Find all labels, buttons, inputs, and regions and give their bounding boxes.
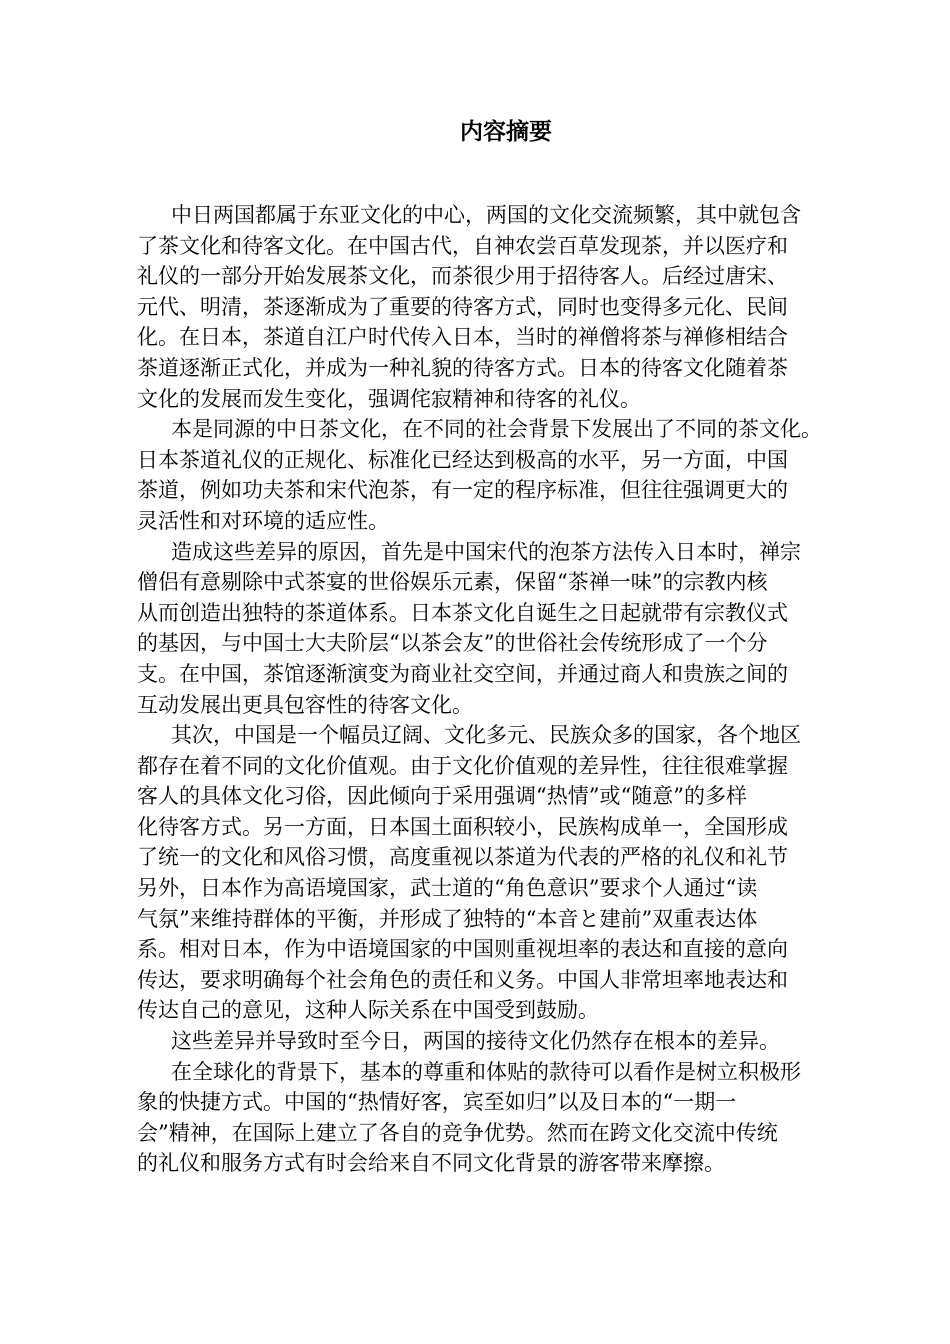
text-line: 客人的具体文化习俗，因此倾向于采用强调“热情”或“随意”的多样 [137,784,747,809]
text-line: 支。在中国，茶馆逐渐演变为商业社交空间，并通过商人和贵族之间的 [137,661,788,686]
text-line: 本是同源的中日茶文化，在不同的社会背景下发展出了不同的茶文化。 [171,417,822,442]
text-line: 僧侣有意剔除中式茶宴的世俗娱乐元素，保留“茶禅一味”的宗教内核 [137,570,768,595]
text-line: 从而创造出独特的茶道体系。日本茶文化自诞生之日起就带有宗教仪式 [137,600,788,625]
text-line: 造成这些差异的原因，首先是中国宋代的泡茶方法传入日本时，禅宗 [171,539,801,564]
text-line: 传达，要求明确每个社会角色的责任和义务。中国人非常坦率地表达和 [137,967,788,992]
text-line: 互动发展出更具包容性的待客文化。 [137,692,473,717]
text-line: 灵活性和对环境的适应性。 [137,508,389,533]
paragraph [137,414,852,536]
text-line: 化待客方式。另一方面，日本国土面积较小，民族构成单一，全国形成 [137,814,788,839]
text-line: 茶道逐渐正式化，并成为一种礼貌的待客方式。日本的待客文化随着茶 [137,355,788,380]
paragraph [137,537,852,721]
text-line: 了茶文化和待客文化。在中国古代，自神农尝百草发现茶，并以医疗和 [137,233,788,258]
text-line: 会”精神，在国际上建立了各自的竞争优势。然而在跨文化交流中传统 [137,1120,778,1145]
text-line: 其次，中国是一个幅员辽阔、文化多元、民族众多的国家，各个地区 [171,723,801,748]
text-line: 元代、明清，茶逐渐成为了重要的待客方式，同时也变得多元化、民间 [137,294,788,319]
paragraph [137,720,852,1026]
text-line: 在全球化的背景下，基本的尊重和体贴的款待可以看作是树立积极形 [171,1059,801,1084]
text-line: 茶道，例如功夫茶和宋代泡茶，有一定的程序标准，但往往强调更大的 [137,478,788,503]
text-line: 系。相对日本，作为中语境国家的中国则重视坦率的表达和直接的意向 [137,937,788,962]
text-line: 日本茶道礼仪的正规化、标准化已经达到极高的水平，另一方面，中国 [137,447,788,472]
text-line: 都存在着不同的文化价值观。由于文化价值观的差异性，往往很难掌握 [137,753,788,778]
text-line: 气氛”来维持群体的平衡，并形成了独特的“本音と建前”双重表达体 [137,906,758,931]
text-line: 传达自己的意见，这种人际关系在中国受到鼓励。 [137,998,599,1023]
text-line: 化。在日本，茶道自江户时代传入日本，当时的禅僧将茶与禅修相结合 [137,325,788,350]
text-line: 这些差异并导致时至今日，两国的接待文化仍然存在根本的差异。 [171,1029,780,1054]
paragraph [137,1057,852,1179]
text-line: 了统一的文化和风俗习惯，高度重视以茶道为代表的严格的礼仪和礼节 [137,845,788,870]
text-line: 另外，日本作为高语境国家，武士道的“角色意识”要求个人通过“读 [137,876,758,901]
abstract-body [137,200,852,1179]
text-line: 的礼仪和服务方式有时会给来自不同文化背景的游客带来摩擦。 [137,1151,725,1176]
paragraph [137,1026,852,1057]
text-line: 的基因，与中国士大夫阶层“以茶会友”的世俗社会传统形成了一个分 [137,631,768,656]
text-line: 礼仪的一部分开始发展茶文化，而茶很少用于招待客人。后经过唐宋、 [137,264,788,289]
paragraph [137,200,852,414]
text-line: 中日两国都属于东亚文化的中心，两国的文化交流频繁，其中就包含 [171,203,801,227]
text-line: 文化的发展而发生变化，强调侘寂精神和待客的礼仪。 [137,386,641,411]
text-line: 象的快捷方式。中国的“热情好客，宾至如归”以及日本的“一期一 [137,1090,737,1115]
page-title: 内容摘要 [460,119,552,145]
